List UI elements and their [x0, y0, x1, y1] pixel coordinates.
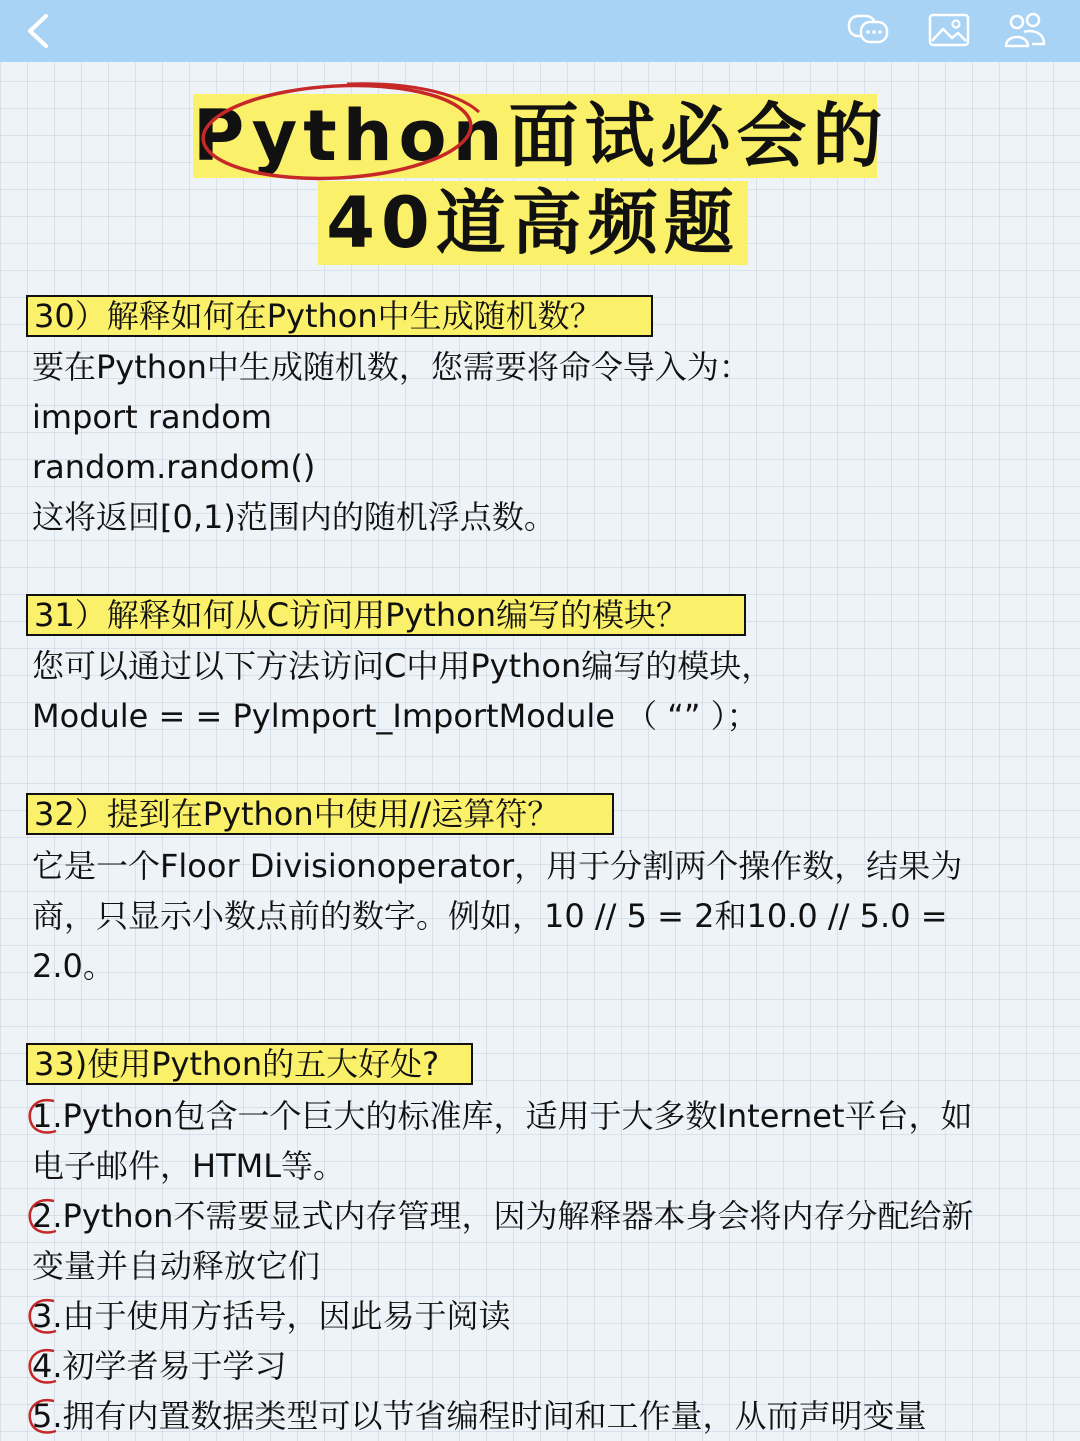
red-circle-annotation	[26, 1395, 62, 1437]
red-circle-annotation	[26, 1095, 62, 1137]
title-line-2: 40道高频题	[318, 181, 748, 265]
title-line-1: Python面试必会的	[193, 95, 889, 177]
red-circle-annotation	[26, 1295, 62, 1337]
red-circle-annotation	[197, 78, 487, 188]
code-line: Module = = Pylmport_ImportModule （ “” ）；	[32, 697, 759, 735]
list-item: 3.由于使用方括号，因此易于阅读	[32, 1297, 511, 1335]
question-heading: 30）解释如何在Python中生成随机数？	[26, 295, 653, 337]
answer-line: 商，只显示小数点前的数字。例如，10 // 5 = 2和10.0 // 5.0 =	[32, 897, 948, 935]
list-item-continuation: 电子邮件，HTML等。	[32, 1147, 346, 1185]
answer-line: 它是一个Floor Divisionoperator，用于分割两个操作数，结果为	[32, 847, 963, 885]
list-item: 5.拥有内置数据类型可以节省编程时间和工作量，从而声明变量	[32, 1397, 927, 1435]
list-item: 1.Python包含一个巨大的标准库，适用于大多数Internet平台，如	[32, 1097, 973, 1135]
chevron-left-icon[interactable]	[18, 10, 58, 52]
red-circle-annotation	[26, 1345, 62, 1387]
people-icon[interactable]	[1002, 10, 1048, 50]
list-item-continuation: 变量并自动释放它们	[32, 1247, 321, 1285]
red-circle-annotation	[26, 1195, 62, 1237]
list-item: 4.初学者易于学习	[32, 1347, 287, 1385]
question-heading: 33)使用Python的五大好处?	[26, 1043, 473, 1085]
list-item: 2.Python不需要显式内存管理，因为解释器本身会将内存分配给新	[32, 1197, 974, 1235]
page-title	[0, 86, 1080, 266]
code-line: import random	[32, 398, 272, 436]
answer-line: 这将返回[0,1)范围内的随机浮点数。	[32, 498, 556, 536]
answer-line: 2.0。	[32, 947, 115, 985]
chat-icon[interactable]	[845, 10, 891, 50]
answer-line: 要在Python中生成随机数，您需要将命令导入为：	[32, 348, 751, 386]
answer-line: 您可以通过以下方法访问C中用Python编写的模块，	[32, 647, 774, 685]
code-line: random.random()	[32, 448, 316, 486]
top-bar	[0, 0, 1080, 62]
question-heading: 31）解释如何从C访问用Python编写的模块？	[26, 594, 746, 636]
image-icon[interactable]	[926, 10, 972, 50]
question-heading: 32）提到在Python中使用//运算符？	[26, 793, 614, 835]
